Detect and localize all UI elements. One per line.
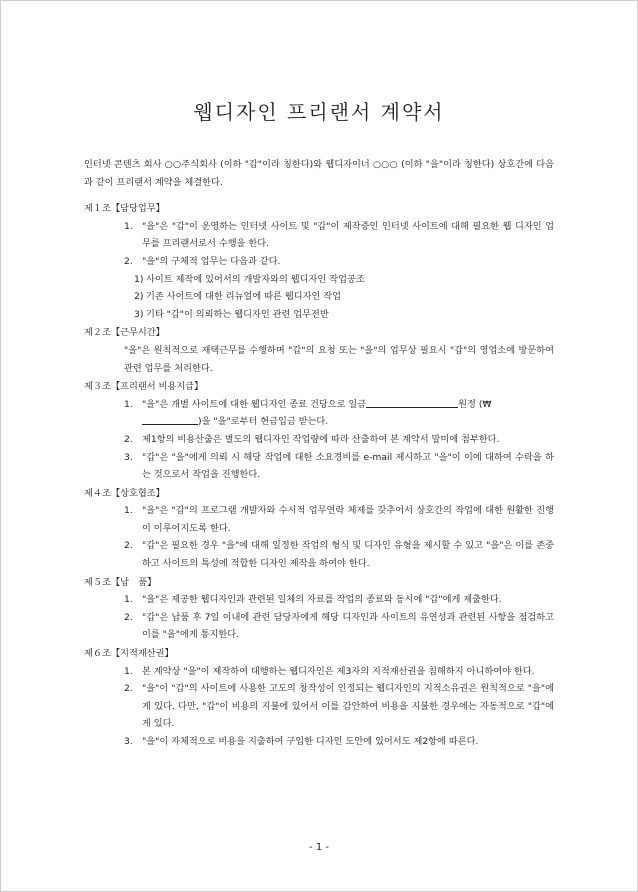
- article-1-heading: 제１조【담당업무】: [84, 203, 165, 215]
- document-title: 웹디자인 프리랜서 계약서: [193, 100, 445, 124]
- item-number: 2.: [124, 611, 133, 623]
- article-1: [84, 200, 554, 323]
- article-4: [84, 485, 554, 573]
- subitem-number: 1): [134, 273, 144, 285]
- amount-blank-line: [366, 397, 458, 408]
- item-number: 1.: [124, 665, 133, 677]
- article-1-subitem-3: [84, 306, 554, 324]
- item-number: 1.: [124, 220, 133, 232]
- article-6-heading: 제６조【지적재산권】: [84, 648, 174, 660]
- article-6-item-1: [84, 663, 554, 681]
- item-text: "을"은 "갑"이 운영하는 인터넷 사이트 및 "갑"이 제작중인 인터넷 사이트에 대해 필요한 웹 디자인 업무를 프리랜서로서 수행을 한다.: [142, 220, 554, 250]
- item-number: 1.: [124, 594, 133, 606]
- article-6-item-2: [84, 680, 554, 733]
- amount-figure-blank-line: [142, 414, 198, 425]
- item-number: 1.: [124, 505, 133, 517]
- item-text: 제1항의 비용산출은 별도의 웹디자인 작업량에 따라 산출하여 본 계약서 말미에 첨부한다.: [142, 433, 500, 445]
- subitem-text: 기존 사이트에 대한 리뉴얼에 따른 웹디자인 작업: [146, 291, 342, 303]
- item-number: 2.: [124, 683, 133, 695]
- article-3-heading: 제３조【프리랜서 비용지급】: [84, 381, 204, 393]
- item-text: 본 계약상 "을"이 제작하여 대행하는 웹디자인은 제3자의 지적재산권을 침해하지 아니하여야 한다.: [142, 665, 535, 677]
- article-5-item-2: [84, 609, 554, 644]
- item-text: "을"은 제공한 웹디자인과 관련된 일체의 자료를 작업의 종료와 동시에 "갑"에게 제출한다.: [142, 594, 502, 606]
- article-3: [84, 378, 554, 484]
- article-5-heading: 제５조【납 품】: [84, 576, 157, 588]
- item-number: 2.: [124, 255, 133, 267]
- document-body: [84, 156, 554, 751]
- article-4-heading: 제４조【상호협조】: [84, 487, 165, 499]
- article-6: [84, 645, 554, 751]
- item-number: 2.: [124, 433, 133, 445]
- item-text: "갑"은 납품 후 7일 이내에 관련 담당자에게 해당 디자인과 사이트의 유연성과 관련된 사항을 점검하고 이를 "을"에게 통지한다.: [142, 611, 554, 641]
- item-text: "갑"은 "을"에게 의뢰 시 해당 작업에 대한 소요경비를 e-mail 제시하고 "을"이 이에 대하여 수락을 하는 것으로서 작업을 진행한다.: [142, 451, 554, 481]
- item-text: "을"은 "갑"의 프로그램 개발자와 수시적 업무연락 체제를 갖추어서 상호간의 작업에 대한 원활한 진행이 이루어지도록 한다.: [142, 505, 554, 534]
- article-5: [84, 574, 554, 644]
- article-1-item-1: [84, 218, 554, 253]
- intro-paragraph: 인터넷 콘텐츠 회사 ○○주식회사 (이하 "갑"이라 칭한다)와 웹디자이너 ○○○ (이하 "을"이라 칭한다) 상호간에 다음과 같이 프리랜서 계약을 체결한다.: [84, 159, 554, 188]
- article-3-item-1: [84, 396, 554, 431]
- article-2: [84, 324, 554, 377]
- subitem-number: 2): [134, 291, 144, 303]
- article-3-item-3: [84, 449, 554, 484]
- article-6-item-3: [84, 733, 554, 751]
- item-text-part-a: "을"은 개별 사이트에 대한 웹디자인 종료 건당으로 일금: [142, 398, 367, 410]
- item-number: 3.: [124, 736, 133, 747]
- item-text-part-c: )을 "을"로부터 현금입금 받는다.: [198, 416, 329, 428]
- article-1-subitem-2: [84, 288, 554, 306]
- item-text: "을"의 구체적 업무는 다음과 같다.: [142, 255, 281, 267]
- item-text: "을"이 "갑"의 사이트에 사용한 고도의 창작성이 인정되는 웹디자인의 지적소유권은 원칙적으로 "을"에게 있다. 다만, "갑"이 비용의 지불에 있어서 이를 감안하여 비용을 지불한 경우에는 자동적으로 "갑"에게 있다.: [142, 683, 554, 730]
- subitem-text: 사이트 제작에 있어서의 개발자와의 웹디자인 작업공조: [146, 273, 365, 285]
- subitem-text: 기타 "갑"이 의뢰하는 웹디자인 관련 업무전반: [146, 308, 329, 320]
- article-1-item-2: [84, 253, 554, 271]
- item-text: "을"이 자체적으로 비용을 지출하여 구입한 디자인 도안에 있어서도 제2항에 따른다.: [142, 736, 479, 747]
- article-3-item-2: [84, 431, 554, 449]
- article-4-item-1: [84, 502, 554, 537]
- article-2-paragraph: "을"은 원칙적으로 재택근무를 수행하며 "갑"의 요청 또는 "을"의 업무상 필요시 "갑"의 영업소에 방문하여 관련 업무를 처리한다.: [124, 344, 554, 374]
- item-text: "갑"은 필요한 경우 "을"에 대해 일정한 작업의 형식 및 디자인 유형을 제시할 수 있고 "을"은 이를 존중하고 사이트의 특성에 적합한 디자인 제작을 하여야 한다.: [142, 540, 554, 570]
- article-1-subitem-1: [84, 271, 554, 289]
- article-2-heading: 제２조【근무시간】: [84, 327, 165, 339]
- article-5-item-1: [84, 591, 554, 609]
- item-number: 3.: [124, 451, 133, 463]
- subitem-number: 3): [134, 308, 144, 320]
- item-number: 2.: [124, 540, 133, 552]
- article-4-item-2: [84, 537, 554, 572]
- page-number: - 1 -: [309, 842, 329, 853]
- item-number: 1.: [124, 398, 133, 410]
- item-text-part-b: 원정 (₩: [458, 398, 492, 410]
